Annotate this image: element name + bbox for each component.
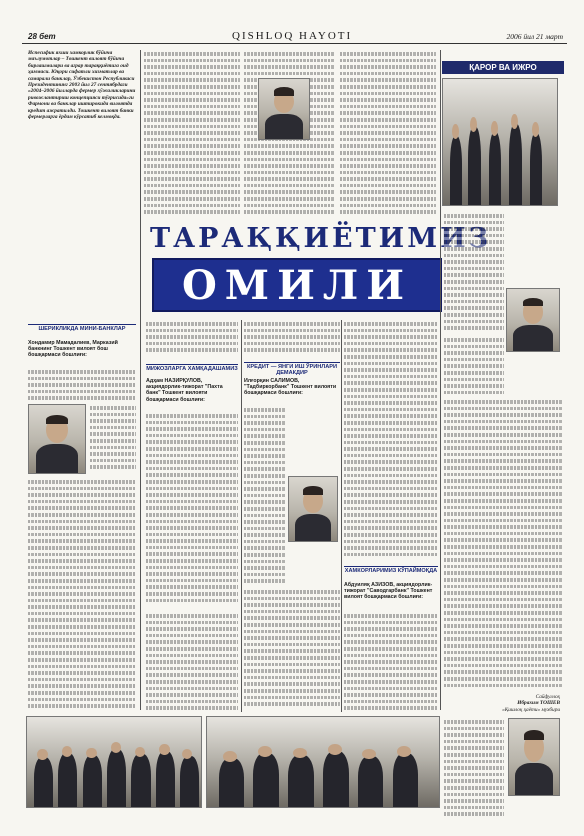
body-column-center-2 <box>244 406 286 586</box>
signature-author: Ибрахим ТОШЕВ <box>517 700 560 707</box>
group-photo-top-right <box>442 78 558 206</box>
page-number: 28 бет <box>28 32 56 41</box>
newspaper-name: QISHLOQ HAYOTI <box>232 30 353 42</box>
body-column-center-left-2 <box>146 412 238 608</box>
signature-role: «Қишлоқ ҳаёти» мухбири <box>502 706 560 713</box>
body-column-left-3 <box>28 478 136 714</box>
portrait-photo-bottom-right <box>508 718 560 796</box>
issue-date: 2006 йил 21 март <box>506 32 563 41</box>
rubric-left: ШЕРИКЛИКДА МИНИ-БАНКЛАР <box>28 324 136 332</box>
body-column-right-4 <box>444 718 504 818</box>
column-rule <box>241 320 242 712</box>
intro-paragraph: Испесифик яхши хамкорлик бўйича маълумотлар – Тошкент вилоят бўйича бирлашмалари ва аграр тараққиётига оид ҳаммаси. Юқори сифатли хизматлар ва самарали банклар, Ўзбекистон Республикаси Президентининг 2003 йил 27 сентябрдаги «2004–2006 йилларда фермер хўжаликларини ривожлантириш концепцияси тўғрисида»ги Фармони ва банклар иштирокида вилоятда кредит ажратилди. Тошкент вилоят банки фермерларга ёрдам кўрсатиб келмоқда. <box>28 50 136 121</box>
column-rule <box>341 320 342 712</box>
signature-name: Сайфуллоҳ <box>535 694 560 700</box>
rubric-center-left: МИЖОЗЛАРГА ХАМҚАДАШАМИЗ <box>146 366 238 372</box>
body-column-center-left-1 <box>146 320 238 358</box>
body-column-center-3 <box>244 588 340 712</box>
body-column-center-right-2 <box>344 612 438 712</box>
byline-left: Хондамир Мамадалиев, Марказий банкнинг Тошкент вилоят бош бошқармаси бошлиғи: <box>28 340 118 359</box>
portrait-photo-right <box>506 288 560 352</box>
rubric-center: КРЕДИТ — ЯНГИ ИШ ЎРИНЛАРИ ДЕМАКДИР <box>244 362 340 376</box>
section-banner: ҚАРОР ВА ИЖРО <box>442 61 564 74</box>
rubric-right: ХАМКОРЛАРИМИЗ КЎПАЙМОҚДА <box>344 568 438 574</box>
group-photo-bottom-left <box>26 716 202 808</box>
headline-line-2: ОМИЛИ <box>152 258 442 312</box>
signature-block <box>460 694 560 713</box>
portrait-photo-left <box>28 404 86 474</box>
byline-right: Абдуиляқ АЗИЗОВ, акциядорлик-тижорат "Саводгарбанк" Тошкент вилоят бошқармаси бошлиғи: <box>344 582 433 601</box>
body-column-center-right-1 <box>344 320 438 560</box>
body-column-center-left-3 <box>146 612 238 712</box>
body-column-top-1 <box>144 50 240 215</box>
body-column-center-1 <box>244 320 340 358</box>
group-photo-bottom-center <box>206 716 440 808</box>
body-column-top-3 <box>340 50 436 215</box>
page-header <box>22 30 567 44</box>
byline-center-left: Адҳам НАЗИРҚУЛОВ, акциядорлик-тижорат "Пахта банк" Тошкент вилояти бошқармаси бошлиғи: <box>146 378 223 403</box>
body-column-right-1 <box>444 212 504 332</box>
column-rule <box>440 50 441 710</box>
byline-center: Илғорқин САЛИМОВ, "Тадбиркорбанк" Тошкент вилояти бошқармаси бошлиғи: <box>244 378 337 397</box>
body-column-left-1 <box>28 368 136 404</box>
column-rule <box>140 50 141 710</box>
portrait-photo-top-center <box>258 78 310 140</box>
body-column-right-3 <box>444 398 562 690</box>
headline-line-1: ТАРАҚҚИЁТИМИЗ <box>150 223 492 254</box>
body-column-right-2 <box>444 336 504 396</box>
body-column-left-2 <box>90 404 136 474</box>
portrait-photo-center <box>288 476 338 542</box>
